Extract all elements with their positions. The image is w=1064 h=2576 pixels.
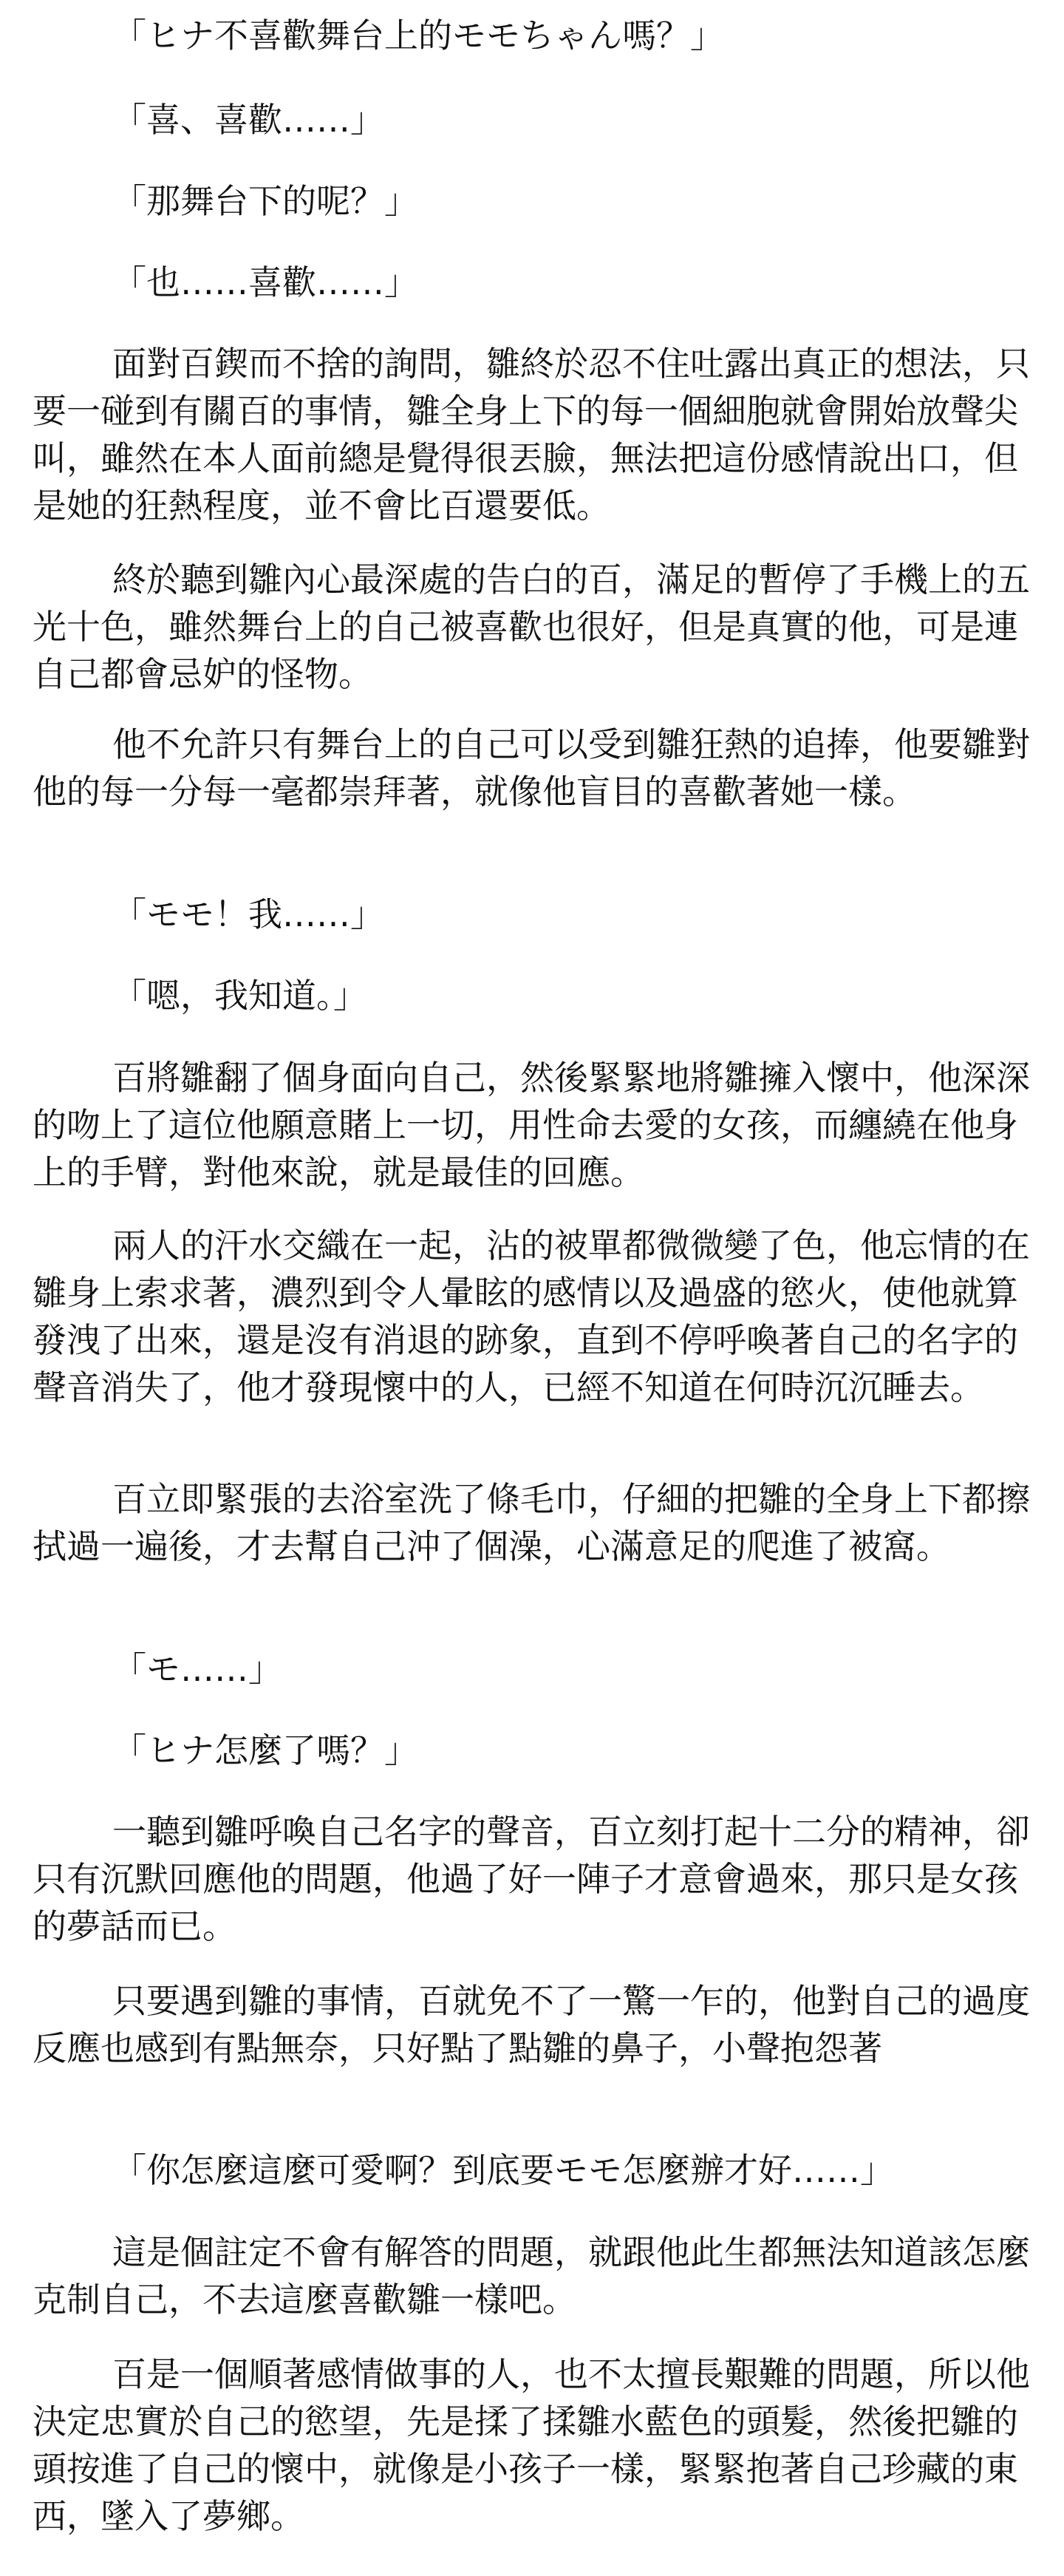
- dialogue-line: 「你怎麼這麼可愛啊？到底要モモ怎麼辦才好……」: [112, 2150, 894, 2190]
- narration-paragraph: 面對百鍥而不捨的詢問，雛終於忍不住吐露出真正的想法，只要一碰到有關百的事情，雛全身上下的每一個細胞就會開始放聲尖叫，雖然在本人面前總是覺得很丟臉，無法把這份感情說出口，但是她的狂熱程度，並不會比百還要低。: [33, 344, 1030, 526]
- narration-paragraph: 兩人的汗水交織在一起，沾的被單都微微變了色，他忘情的在雛身上索求著，濃烈到令人暈眩的感情以及過盛的慾火，使他就算發洩了出來，還是沒有消退的跡象，直到不停呼喚著自己的名字的聲音消失了，他才發現懷中的人，已經不知道在何時沉沉睡去。: [33, 1226, 1030, 1407]
- dialogue-line: 「ヒナ怎麼了嗎？」: [112, 1730, 418, 1770]
- narration-paragraph: 他不允許只有舞台上的自己可以受到雛狂熱的追捧，他要雛對他的每一分每一毫都崇拜著，就像他盲目的喜歡著她一樣。: [33, 724, 1030, 812]
- dialogue-line: 「那舞台下的呢？」: [112, 181, 418, 221]
- narration-paragraph: 一聽到雛呼喚自己名字的聲音，百立刻打起十二分的精神，卻只有沉默回應他的問題，他過了好一陣子才意會過來，那只是女孩的夢話而已。: [33, 1812, 1030, 1946]
- dialogue-line: 「也……喜歡……」: [112, 262, 418, 302]
- dialogue-line: 「ヒナ不喜歡舞台上的モモちゃん嗎？」: [112, 16, 724, 55]
- narration-paragraph: 百立即緊張的去浴室洗了條毛巾，仔細的把雛的全身上下都擦拭過一遍後，才去幫自己沖了個澡，心滿意足的爬進了被窩。: [33, 1479, 1030, 1566]
- narration-paragraph: 終於聽到雛內心最深處的告白的百，滿足的暫停了手機上的五光十色，雖然舞台上的自己被喜歡也很好，但是真實的他，可是連自己都會忌妒的怪物。: [33, 560, 1030, 694]
- narration-paragraph: 只要遇到雛的事情，百就免不了一驚一乍的，他對自己的過度反應也感到有點無奈，只好點了點雛的鼻子，小聲抱怨著: [33, 1981, 1030, 2068]
- narration-paragraph: 百是一個順著感情做事的人，也不太擅長艱難的問題，所以他決定忠實於自己的慾望，先是揉了揉雛水藍色的頭髮，然後把雛的頭按進了自己的懷中，就像是小孩子一樣，緊緊抱著自己珍藏的東西，墜入了夢鄉。: [33, 2354, 1030, 2536]
- dialogue-line: 「モ……」: [112, 1649, 282, 1689]
- dialogue-line: 「モモ！我……」: [112, 894, 384, 934]
- narration-paragraph: 百將雛翻了個身面向自己，然後緊緊地將雛擁入懷中，他深深的吻上了這位他願意賭上一切，用性命去愛的女孩，而纏繞在他身上的手臂，對他來說，就是最佳的回應。: [33, 1058, 1030, 1192]
- narration-paragraph: 這是個註定不會有解答的問題，就跟他此生都無法知道該怎麼克制自己，不去這麼喜歡雛一樣吧。: [33, 2232, 1030, 2320]
- dialogue-line: 「嗯，我知道。」: [112, 976, 367, 1016]
- dialogue-line: 「喜、喜歡……」: [112, 100, 384, 140]
